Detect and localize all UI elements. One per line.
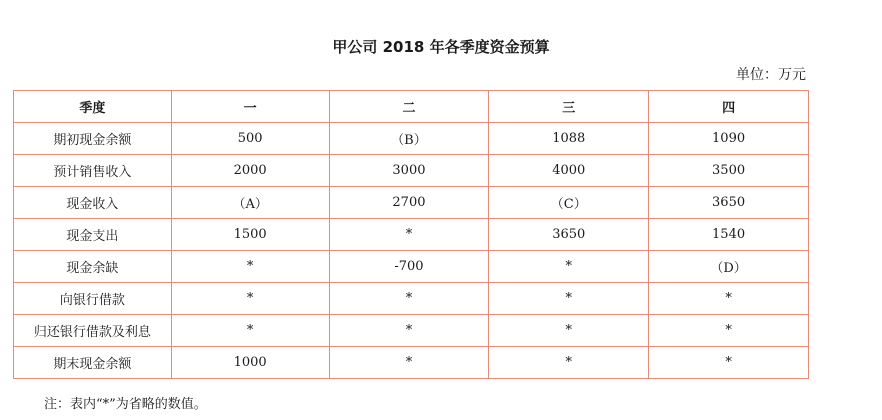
header-cell-quarter: 季度 [14, 91, 172, 123]
value-cell: * [329, 315, 489, 347]
value-cell: 3500 [649, 155, 809, 187]
value-cell: 3650 [649, 187, 809, 219]
row-label-cell: 归还银行借款及利息 [14, 315, 172, 347]
value-cell: * [489, 283, 649, 315]
table-row [14, 315, 809, 347]
row-label-cell: 向银行借款 [14, 283, 172, 315]
budget-table [13, 90, 809, 379]
value-cell: 1000 [171, 347, 329, 379]
value-cell: （D） [649, 251, 809, 283]
value-cell: * [649, 283, 809, 315]
table-row [14, 251, 809, 283]
row-label-cell: 期初现金余额 [14, 123, 172, 155]
row-label-cell: 现金余缺 [14, 251, 172, 283]
unit-label: 单位：万元 [736, 67, 806, 83]
table-row [14, 219, 809, 251]
value-cell: 3000 [329, 155, 489, 187]
table-row [14, 283, 809, 315]
value-cell: * [329, 219, 489, 251]
table-title: 甲公司 2018 年各季度资金预算 [332, 38, 550, 56]
footnote: 注：表内“*”为省略的数值。 [44, 397, 207, 412]
value-cell: 2000 [171, 155, 329, 187]
value-cell: 2700 [329, 187, 489, 219]
table-row [14, 155, 809, 187]
header-row [14, 91, 809, 123]
value-cell: * [489, 315, 649, 347]
row-label-cell: 期末现金余额 [14, 347, 172, 379]
value-cell: * [489, 347, 649, 379]
value-cell: 3650 [489, 219, 649, 251]
header-cell-q1: 一 [171, 91, 329, 123]
value-cell: 500 [171, 123, 329, 155]
value-cell: * [171, 251, 329, 283]
value-cell: * [649, 347, 809, 379]
value-cell: * [171, 315, 329, 347]
value-cell: * [171, 283, 329, 315]
value-cell: （A） [171, 187, 329, 219]
table-row [14, 347, 809, 379]
table-row [14, 123, 809, 155]
row-label-cell: 现金支出 [14, 219, 172, 251]
value-cell: （B） [329, 123, 489, 155]
value-cell: 1090 [649, 123, 809, 155]
header-cell-q2: 二 [329, 91, 489, 123]
value-cell: 1540 [649, 219, 809, 251]
value-cell: * [489, 251, 649, 283]
value-cell: 1500 [171, 219, 329, 251]
row-label-cell: 预计销售收入 [14, 155, 172, 187]
value-cell: -700 [329, 251, 489, 283]
header-cell-q3: 三 [489, 91, 649, 123]
header-cell-q4: 四 [649, 91, 809, 123]
value-cell: * [329, 347, 489, 379]
value-cell: 1088 [489, 123, 649, 155]
value-cell: * [329, 283, 489, 315]
value-cell: （C） [489, 187, 649, 219]
value-cell: 4000 [489, 155, 649, 187]
table-row [14, 187, 809, 219]
row-label-cell: 现金收入 [14, 187, 172, 219]
value-cell: * [649, 315, 809, 347]
